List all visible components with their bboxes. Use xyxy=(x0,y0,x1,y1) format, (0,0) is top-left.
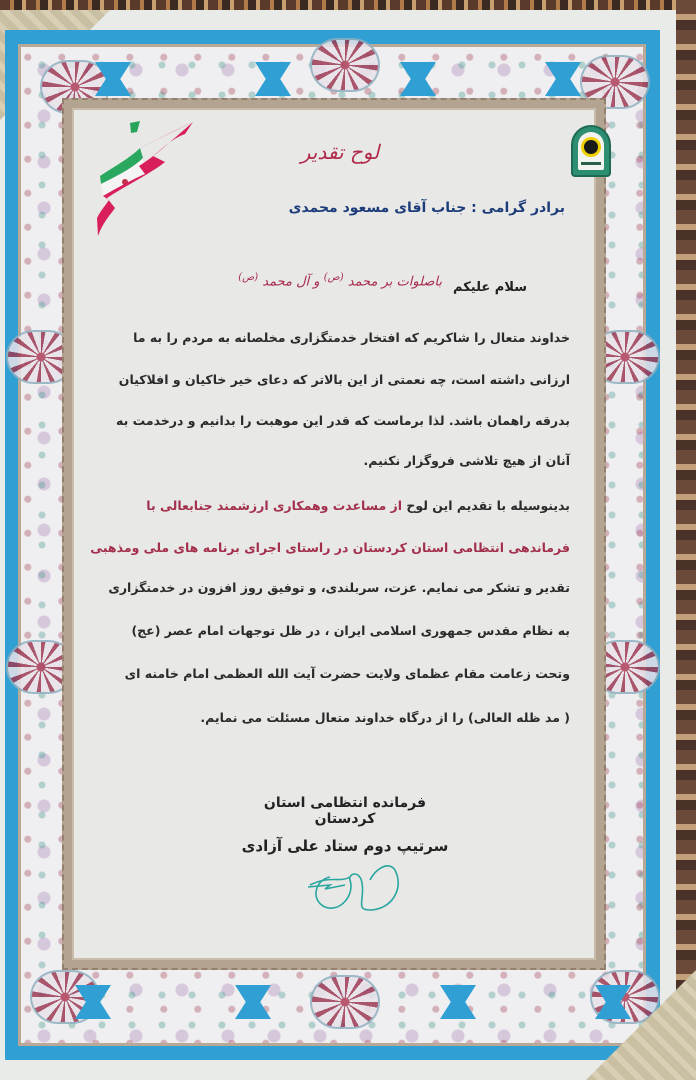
salavat-text-2: و آل محمد xyxy=(262,274,320,290)
salavat-text: باصلوات بر محمد xyxy=(347,274,442,290)
carpet-edge xyxy=(676,0,696,1080)
salutation-row xyxy=(238,262,527,302)
closing-line-3: وتحت زعامت مقام عظمای ولایت حضرت آیت الله العظمی امام خامنه ای xyxy=(124,666,570,681)
certificate-title: لوح تقدیر xyxy=(300,140,380,164)
body-line-3: بدرقه راهمان باشد. لذا برماست که قدر این موهبت را بدانیم و درخدمت به xyxy=(115,413,570,428)
iran-flag-ribbon-icon xyxy=(95,118,195,243)
handwritten-signature xyxy=(300,855,410,915)
body-line-2: ارزانی داشته است، چه نعمتی از این بالاتر که دعای خیر خاکیان و افلاکیان xyxy=(118,372,570,387)
salavat-mark: (ص) xyxy=(323,272,344,283)
closing-line-2: به نظام مقدس جمهوری اسلامی ایران ، در ظل توجهات امام عصر (عج) xyxy=(131,623,570,638)
closing-line-1: تقدیر و تشکر می نمایم. عزت، سربلندی، و توفیق روز افزون در خدمتگزاری xyxy=(108,580,570,595)
body-line-4: آنان از هیچ تلاشی فروگزار نکنیم. xyxy=(363,453,570,468)
salutation: سلام علیکم xyxy=(453,280,527,295)
addressee: برادر گرامی : جناب آقای مسعود محمدی xyxy=(288,200,565,216)
appreciation-line-2: فرماندهی انتظامی استان کردستان در راستای اجرای برنامه های ملی ومذهبی xyxy=(90,540,570,555)
medallion-bottom xyxy=(310,975,380,1029)
body-line-1: خداوند متعال را شاکریم که افتخار خدمتگزاری مخلصانه به مردم را به ما xyxy=(133,330,570,345)
signatory-organization: فرمانده انتظامی استان کردستان xyxy=(263,795,427,827)
signatory-name: سرتیپ دوم ستاد علی آزادی xyxy=(241,837,449,855)
closing-line-4: ( مد ظله العالی) را از درگاه خداوند متعال مسئلت می نمایم. xyxy=(200,710,570,725)
police-emblem-icon xyxy=(571,125,611,177)
salavat-mark-2: (ص) xyxy=(238,272,259,283)
medallion-top xyxy=(310,38,380,92)
appreciation-line-1 xyxy=(108,498,570,513)
salavat-inscription xyxy=(238,272,442,289)
appreciation-black-part: بدینوسیله با تقدیم این لوح xyxy=(406,498,570,513)
appreciation-red-part: از مساعدت وهمکاری ارزشمند جنابعالی با xyxy=(146,498,403,513)
